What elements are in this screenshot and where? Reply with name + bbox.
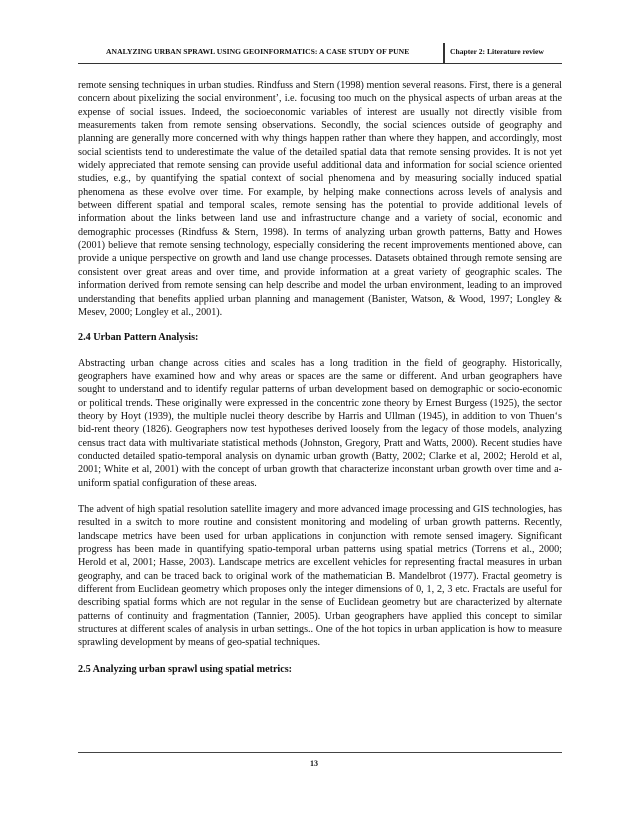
- header-rule: [78, 63, 562, 64]
- chapter-label: Chapter 2: Literature review: [450, 47, 544, 56]
- page-body: [78, 79, 562, 676]
- spacer: [78, 650, 562, 663]
- section-heading-2-4: 2.4 Urban Pattern Analysis:: [78, 332, 199, 344]
- paragraph-spatial-metrics: The advent of high spatial resolution satellite imagery and more advanced image processing and GIS technologies, has resulted in a switch to more routine and consistent monitoring and modeling of urban growth patterns. Recently, landscape metrics have been used for urban applications in conjunction with remote sensed imagery. Significant progress has been made in quantifying spatio-temporal urban patterns using spatial metrics (Torrens et al., 2000; Herold et al, 2001; Hasse, 2003). Landscape metrics are excellent vehicles for representing fractal measures in urban geography, and can be traced back to original work of the mathematician B. Mandelbrot (1977). Fractal geometry is different from Euclidean geometry which proposes only the integer dimensions of 0, 1, 2, 3 etc. Fractals are useful for describing spatial forms which are not regular in the sense of Euclidean geometry but are characterized by alternate patterns of continuity and fragmentation (Tannier, 2005). Urban geographers have applied this concept to similar structures at different scales of analysis in urban settings.. One of the hot topics in urban application is how to measure sprawling development by means of geo-spatial techniques.: [78, 503, 562, 649]
- running-title: ANALYZING URBAN SPRAWL USING GEOINFORMATICS: A CASE STUDY OF PUNE: [106, 47, 410, 56]
- spacer: [78, 490, 562, 503]
- section-heading-2-5: 2.5 Analyzing urban sprawl using spatial metrics:: [78, 663, 293, 675]
- page-number: 13: [310, 759, 318, 768]
- paragraph-urban-change: Abstracting urban change across cities and scales has a long tradition in the field of geography. Historically, geographers have examined how and why areas or spaces are the same or different. And urban geographers have sought to understand and to identify regular patterns of urban development based on demographic or socio-economic or political trends. These originally were expressed in the concentric zone theory by Ernest Burgess (1925), the sector theory by Hoyt (1939), the multiple nuclei theory describe by Harris and Ullman (1945), in addition to von Thuen‘s bid-rent theory (1826). Geographers now test hypotheses derived loosely from the legacy of those models, analyzing census tract data with multivariate statistical methods (Johnston, Gregory, Pratt and Watts, 2000). Recent studies have conducted detailed spatio-temporal analysis on dynamic urban growth (Batty, 2002; Clarke et al, 2002; Herold et al, 2001; White et al, 2001) with the concept of urban growth that characterize inconstant urban growth over time and a-uniform spatial configuration of these areas.: [78, 357, 562, 489]
- footer-rule: [78, 752, 562, 753]
- spacer: [78, 319, 562, 331]
- page-header: [78, 43, 562, 65]
- paragraph-remote-sensing: remote sensing techniques in urban studies. Rindfuss and Stern (1998) mention several reasons. First, there is a general concern about pixelizing the social environment’, i.e. focusing too much on the physical aspects of urban areas at the expense of social issues. Indeed, the socioeconomic variables of interest are usually not directly visible from measurements taken from remote sensing observations. Secondly, the social sciences outside of geography and planning are generally more concerned with why things happen rather than where they happen, and accordingly, most social scientists tend to underestimate the value of the detailed spatial data that remote sensing provides. It is not yet widely appreciated that remote sensing can provide useful additional data and information for social science oriented studies, e.g., by quantifying the spatial context of social phenomena and by measuring socially induced spatial phenomena as these evolve over time. For example, by helping make connections across levels of analysis and between different spatial and temporal scales, remote sensing has the potential to provide additional levels of information about the links between land use and infrastructure change and a variety of social, economic and demographic processes (Rindfuss & Stern, 1998). In terms of analyzing urban growth patterns, Batty and Howes (2001) believe that remote sensing technology, especially considering the recent improvements mentioned above, can provide a unique perspective on growth and land use change processes. Datasets obtained through remote sensing are consistent over great areas and over time, and provide information at a great variety of geographic scales. The information derived from remote sensing can help describe and model the urban environment, leading to an improved understanding that benefits applied urban planning and management (Banister, Watson, & Wood, 1997; Longley & Mesev, 2000; Longley et al., 2001).: [78, 80, 562, 318]
- header-divider: [443, 43, 445, 63]
- spacer: [78, 345, 562, 357]
